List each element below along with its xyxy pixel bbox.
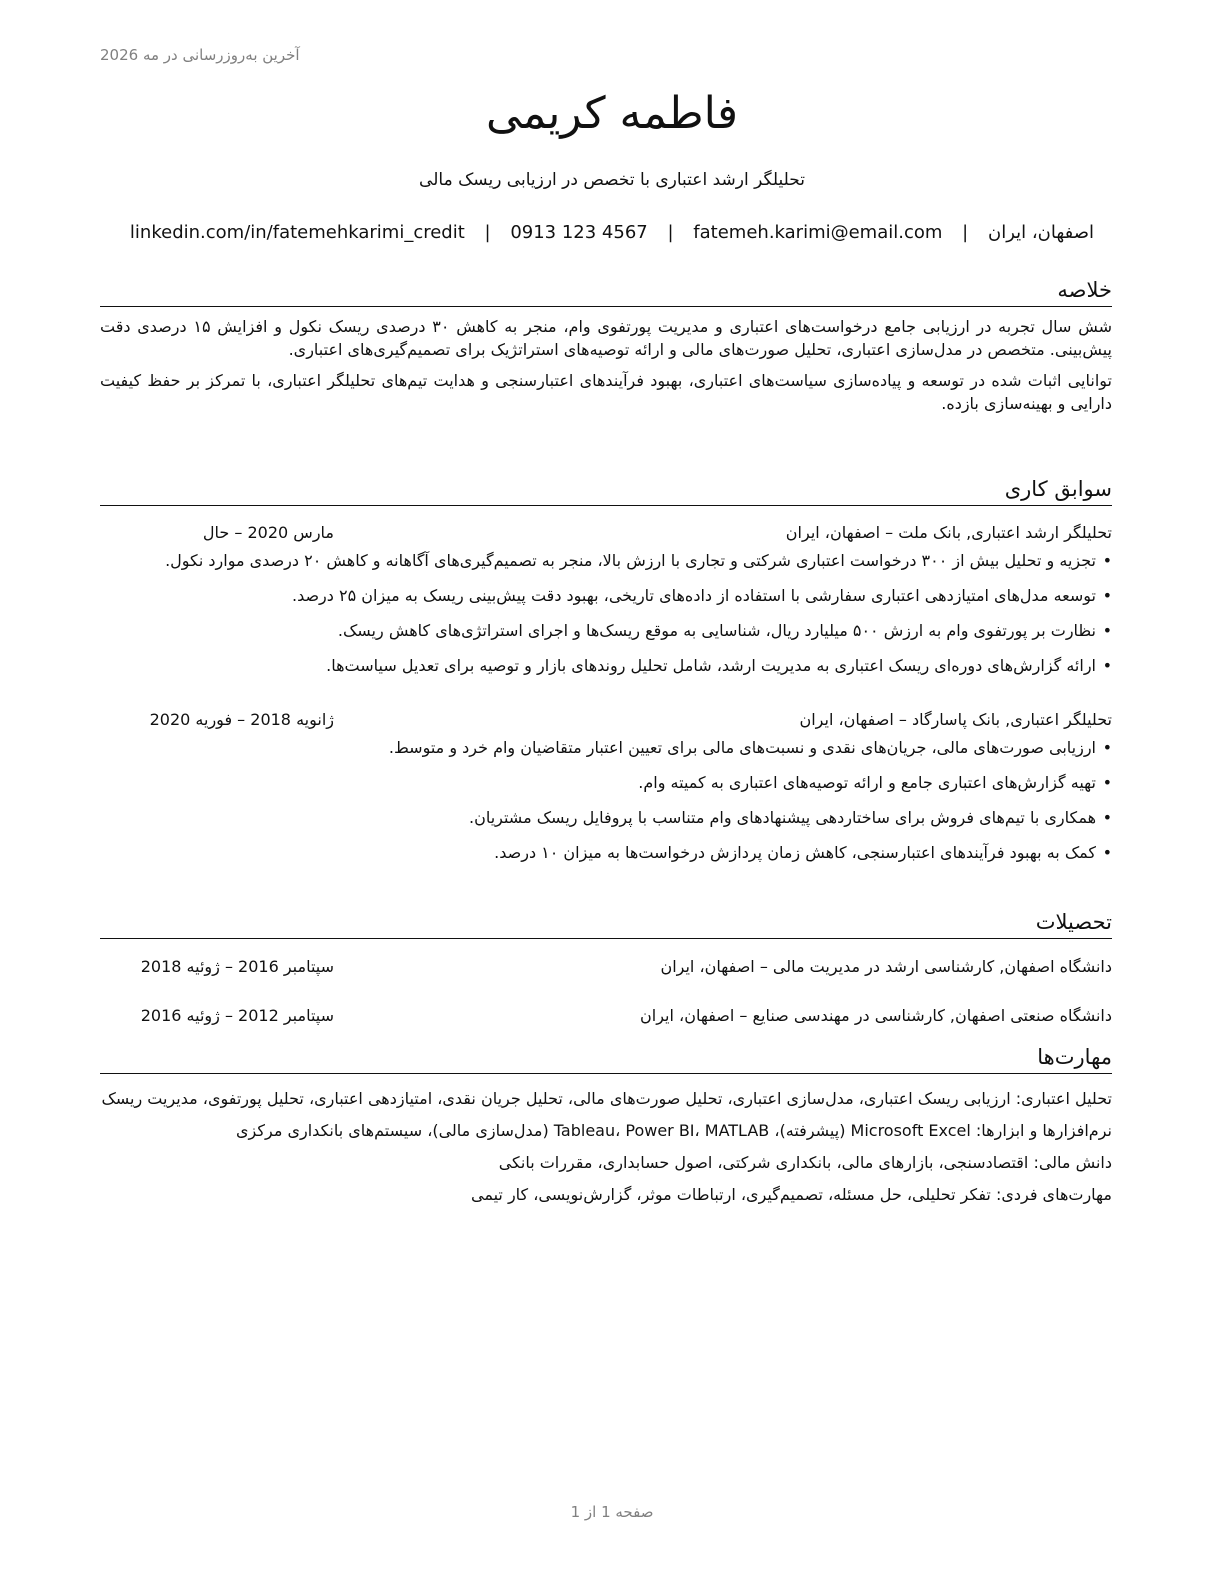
job-title: تحلیلگر اعتباری, بانک پاسارگاد – اصفهان، ایران: [799, 710, 1112, 729]
bullet-icon: •: [1102, 621, 1112, 640]
contact-phone[interactable]: 0913 123 4567: [510, 222, 648, 243]
list-item: • نظارت بر پورتفوی وام به ارزش ۵۰۰ میلیارد ریال، شناسایی به موقع ریسک‌ها و اجرای استراتژی‌های کاهش ریسک.: [100, 619, 1112, 643]
candidate-name: فاطمه کریمی: [485, 88, 739, 139]
job-header: [100, 521, 1112, 545]
education-entry: [100, 955, 1112, 979]
list-item: • توسعه مدل‌های امتیازدهی اعتباری سفارشی با استفاده از داده‌های تاریخی، بهبود دقت پیش‌بینی ریسک به میزان ۲۵ درصد.: [100, 584, 1112, 608]
section-title-education: تحصیلات: [100, 908, 1112, 939]
education-entry: [100, 1004, 1112, 1028]
bullet-icon: •: [1102, 586, 1112, 605]
bullet-icon: •: [1102, 808, 1112, 827]
job-entry: [100, 708, 1112, 865]
list-item: • تهیه گزارش‌های اعتباری جامع و ارائه توصیه‌های اعتباری به کمیته وام.: [100, 771, 1112, 795]
list-item: • تجزیه و تحلیل بیش از ۳۰۰ درخواست اعتباری شرکتی و تجاری با ارزش بالا، منجر به تصمیم‌گیری‌های آگاهانه و کاهش ۲۰ درصدی موارد نکول.: [100, 549, 1112, 573]
skills-section: [100, 1043, 1112, 1206]
bullet-icon: •: [1102, 843, 1112, 862]
page-number: صفحه 1 از 1: [570, 1503, 654, 1521]
section-title-summary: خلاصه: [100, 276, 1112, 307]
job-bullets: [100, 549, 1112, 678]
list-item: • ارائه گزارش‌های دوره‌ای ریسک اعتباری به مدیریت ارشد، شامل تحلیل روندهای بازار و توصیه برای تعدیل سیاست‌ها.: [100, 654, 1112, 678]
skill-line: تحلیل اعتباری: ارزیابی ریسک اعتباری، مدل‌سازی اعتباری، تحلیل صورت‌های مالی، تحلیل جریان نقدی، امتیازدهی اعتباری، تحلیل پورتفوی، مدیریت ریسک: [101, 1089, 1112, 1108]
summary-section: [100, 276, 1112, 415]
section-title-skills: مهارت‌ها: [100, 1043, 1112, 1074]
contact-separator: |: [667, 222, 674, 243]
experience-section: [100, 475, 1112, 865]
education-section: [100, 908, 1112, 1028]
list-item: • همکاری با تیم‌های فروش برای ساختاردهی پیشنهادهای وام متناسب با پروفایل ریسک مشتریان.: [100, 806, 1112, 830]
job-entry: [100, 521, 1112, 678]
job-dates: مارس 2020 – حال: [202, 523, 334, 542]
list-item: • کمک به بهبود فرآیندهای اعتبارسنجی، کاهش زمان پردازش درخواست‌ها به میزان ۱۰ درصد.: [100, 841, 1112, 865]
skill-line: دانش مالی: اقتصادسنجی، بازارهای مالی، بانکداری شرکتی، اصول حسابداری، مقررات بانکی: [498, 1153, 1112, 1172]
bullet-icon: •: [1102, 656, 1112, 675]
contact-linkedin[interactable]: linkedin.com/in/fatemehkarimi_credit: [129, 222, 465, 243]
job-title: تحلیلگر ارشد اعتباری, بانک ملت – اصفهان، ایران: [785, 523, 1112, 542]
bullet-icon: •: [1102, 738, 1112, 757]
job-dates: ژانویه 2018 – فوریه 2020: [149, 710, 334, 729]
summary-paragraph: شش سال تجربه در ارزیابی جامع درخواست‌های اعتباری و مدیریت پورتفوی وام، منجر به کاهش ۳۰ درصدی ریسک نکول و افزایش ۱۵ درصدی دقت پیش‌بینی. متخصص در مدل‌سازی اعتباری، تحلیل صورت‌های مالی و ارائه توصیه‌های استراتژیک برای تصمیم‌گیری‌های اعتباری.: [100, 317, 1113, 359]
contact-separator: |: [962, 222, 969, 243]
contact-line: [0, 222, 1224, 243]
section-title-experience: سوابق کاری: [100, 475, 1112, 506]
summary-paragraph: توانایی اثبات شده در توسعه و پیاده‌سازی سیاست‌های اعتباری، بهبود فرآیندهای اعتبارسنجی و هدایت تیم‌های تحلیلگر اعتباری، با تمرکز بر حفظ کیفیت دارایی و بهینه‌سازی بازده.: [100, 371, 1112, 413]
contact-separator: |: [484, 222, 491, 243]
skill-line: مهارت‌های فردی: تفکر تحلیلی، حل مسئله، تصمیم‌گیری، ارتباطات موثر، گزارش‌نویسی، کار تیمی: [470, 1185, 1112, 1204]
list-item: • ارزیابی صورت‌های مالی، جریان‌های نقدی و نسبت‌های مالی برای تعیین اعتبار متقاضیان وام خرد و متوسط.: [100, 736, 1112, 760]
bullet-icon: •: [1102, 773, 1112, 792]
candidate-tagline: تحلیلگر ارشد اعتباری با تخصص در ارزیابی ریسک مالی: [419, 170, 805, 190]
education-dates: سپتامبر 2016 – ژوئیه 2018: [140, 957, 334, 976]
education-dates: سپتامبر 2012 – ژوئیه 2016: [140, 1006, 334, 1025]
education-title: دانشگاه صنعتی اصفهان, کارشناسی در مهندسی صنایع – اصفهان، ایران: [640, 1006, 1112, 1025]
contact-location: اصفهان، ایران: [987, 222, 1095, 243]
last-updated-note: آخرین به‌روزرسانی در مه 2026: [100, 46, 300, 64]
bullet-icon: •: [1102, 551, 1112, 570]
education-title: دانشگاه اصفهان, کارشناسی ارشد در مدیریت مالی – اصفهان، ایران: [660, 957, 1112, 976]
contact-email[interactable]: fatemeh.karimi@email.com: [693, 222, 943, 243]
skill-line: نرم‌افزارها و ابزارها: Microsoft Excel (پیشرفته)، Tableau، Power BI، MATLAB (مدل‌سازی مالی)، سیستم‌های بانکداری مرکزی: [236, 1121, 1112, 1140]
job-bullets: [100, 736, 1112, 865]
job-header: [100, 708, 1112, 732]
